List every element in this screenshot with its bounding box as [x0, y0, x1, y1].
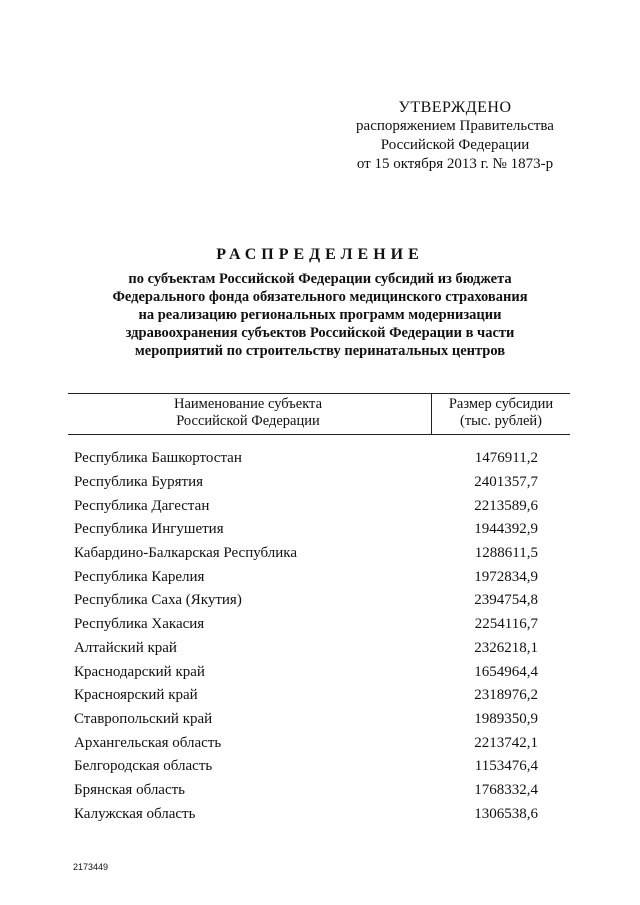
title-line: на реализацию региональных программ модернизации	[138, 307, 502, 323]
subsidy-amount: 1306538,6	[474, 805, 538, 822]
subsidy-amount: 2394754,8	[474, 592, 538, 609]
region-name: Республика Бурятия	[74, 474, 204, 491]
region-name: Брянская область	[74, 781, 186, 798]
subsidy-amount: 2401357,7	[474, 474, 538, 491]
subsidy-amount: 2318976,2	[474, 687, 538, 704]
region-name: Республика Саха (Якутия)	[74, 592, 242, 609]
subsidy-amount: 1944392,9	[474, 521, 538, 538]
region-name: Архангельская область	[74, 734, 222, 751]
title-line: мероприятий по строительству перинатальных центров	[134, 343, 506, 359]
column-header-text: Российской Федерации	[176, 413, 320, 429]
region-name: Республика Хакасия	[74, 616, 205, 633]
title-line: по субъектам Российской Федерации субсидий из бюджета	[128, 271, 512, 287]
table-row	[74, 755, 538, 779]
subsidy-amount: 1768332,4	[474, 781, 538, 798]
table-row	[74, 660, 538, 684]
table-row	[74, 542, 538, 566]
region-name: Республика Ингушетия	[74, 521, 224, 538]
subsidy-amount: 2326218,1	[474, 639, 538, 656]
region-name: Алтайский край	[74, 639, 177, 656]
column-header-text: Наименование субъекта	[173, 396, 323, 412]
subsidy-amount: 2213742,1	[474, 734, 538, 751]
table-row	[74, 589, 538, 613]
region-name: Республика Карелия	[74, 568, 205, 585]
column-header-text: (тыс. рублей)	[460, 413, 542, 429]
title-line: Федерального фонда обязательного медицинского страхования	[112, 289, 528, 305]
region-name: Республика Дагестан	[74, 497, 210, 514]
subsidy-amount: 2254116,7	[474, 616, 538, 633]
region-name: Ставропольский край	[74, 710, 213, 727]
approval-date: от 15 октября 2013 г. № 1873-р	[356, 156, 554, 172]
document-code: 2173449	[73, 862, 109, 872]
title-line: здравоохранения субъектов Российской Федерации в части	[125, 325, 515, 341]
table-row	[74, 447, 538, 471]
column-header-region	[68, 396, 428, 430]
region-name: Красноярский край	[74, 687, 198, 704]
table-header	[68, 393, 570, 435]
table-row	[74, 518, 538, 542]
table-row	[74, 802, 538, 826]
subsidy-amount: 2213589,6	[474, 497, 538, 514]
subsidy-amount: 1476911,2	[474, 450, 538, 467]
region-name: Калужская область	[74, 805, 196, 822]
column-header-amount	[432, 396, 570, 430]
subsidy-amount: 1972834,9	[474, 568, 538, 585]
document-title	[60, 246, 580, 360]
subsidy-amount: 1989350,9	[474, 710, 538, 727]
title-heading: РАСПРЕДЕЛЕНИЕ	[216, 246, 424, 263]
region-name: Республика Башкортостан	[74, 450, 242, 467]
subsidy-amount: 1654964,4	[474, 663, 538, 680]
table-row	[74, 613, 538, 637]
approval-line: Российской Федерации	[380, 137, 530, 153]
subsidy-table-body	[74, 447, 538, 826]
subsidy-amount: 1153476,4	[474, 758, 538, 775]
table-row	[74, 471, 538, 495]
table-row	[74, 684, 538, 708]
region-name: Краснодарский край	[74, 663, 205, 680]
table-row	[74, 565, 538, 589]
column-header-text: Размер субсидии	[448, 396, 554, 412]
region-name: Белгородская область	[74, 758, 213, 775]
table-row	[74, 731, 538, 755]
approval-stamp: УТВЕРЖДЕНО	[398, 99, 512, 116]
table-row	[74, 708, 538, 732]
subsidy-amount: 1288611,5	[474, 545, 538, 562]
table-row	[74, 637, 538, 661]
region-name: Кабардино-Балкарская Республика	[74, 545, 298, 562]
table-row	[74, 494, 538, 518]
table-row	[74, 779, 538, 803]
approval-line: распоряжением Правительства	[356, 118, 554, 134]
approval-block	[340, 98, 570, 174]
